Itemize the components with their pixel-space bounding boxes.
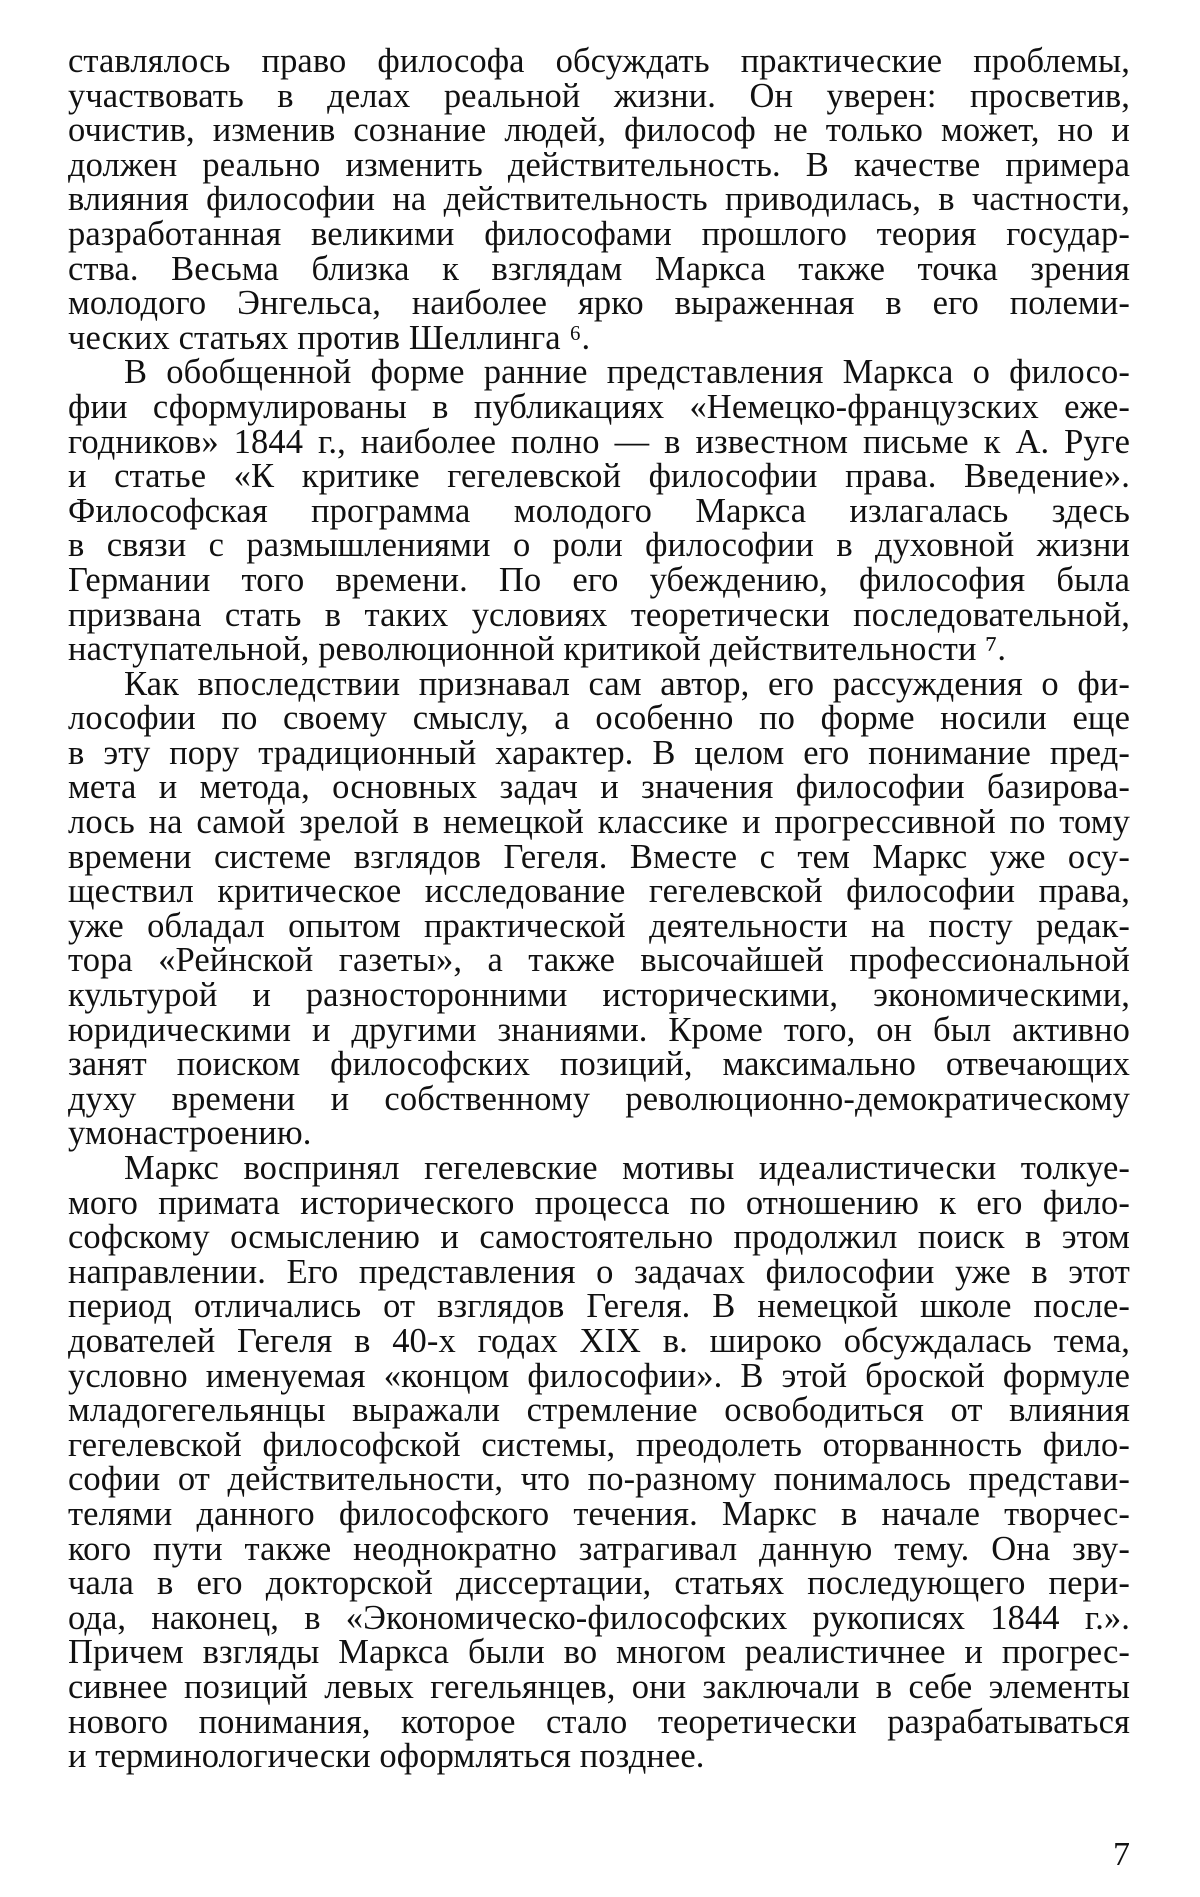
text-line: разработанная великими философами прошлого теория государ- xyxy=(68,214,1130,253)
text-line: лософии по своему смыслу, а особенно по форме носили еще xyxy=(68,699,1130,738)
text-line: фии сформулированы в публикациях «Немецко-французских еже- xyxy=(68,387,1130,426)
text-line: Как впоследствии признавал сам автор, его рассуждения о фи- xyxy=(124,664,1130,703)
text-line: участвовать в делах реальной жизни. Он уверен: просветив, xyxy=(68,76,1130,115)
text-line: Причем взгляды Маркса были во многом реалистичнее и прогрес- xyxy=(68,1633,1130,1672)
text-line: условно именуемая «концом философии». В этой броской формуле xyxy=(68,1356,1130,1395)
paragraph xyxy=(68,664,1130,1153)
text-line: телями данного философского течения. Маркс в начале творчес- xyxy=(68,1494,1130,1533)
text-line: умонастроению. xyxy=(68,1114,312,1153)
text-line: тора «Рейнской газеты», а также высочайшей профессиональной xyxy=(68,941,1130,980)
text-line: ства. Весьма близка к взглядам Маркса также точка зрения xyxy=(68,249,1130,288)
text-line: годников» 1844 г., наиболее полно — в известном письме к А. Руге xyxy=(68,422,1130,461)
text-line: в эту пору традиционный характер. В целом его понимание пред- xyxy=(68,733,1130,772)
text-line: в связи с размышлениями о роли философии в духовной жизни xyxy=(68,526,1130,565)
text-line: период отличались от взглядов Гегеля. В немецкой школе после- xyxy=(68,1287,1130,1326)
text-line: дователей Гегеля в 40-х годах XIX в. широко обсуждалась тема, xyxy=(68,1321,1130,1360)
text-line: ода, наконец, в «Экономическо-философских рукописях 1844 г.». xyxy=(68,1598,1130,1637)
text-line: занят поиском философских позиций, максимально отвечающих xyxy=(68,1045,1130,1084)
paragraph xyxy=(68,1151,1130,1774)
text-line: молодого Энгельса, наиболее ярко выраженная в его полеми- xyxy=(68,284,1130,323)
text-line: культурой и разносторонними историческими, экономическими, xyxy=(68,976,1130,1015)
text-line: нового понимания, которое стало теоретически разрабатываться xyxy=(68,1702,1130,1741)
text-line: чала в его докторской диссертации, статьях последующего пери- xyxy=(68,1564,1130,1603)
text-line: ставлялось право философа обсуждать практические проблемы, xyxy=(68,42,1130,80)
text-line: и статье «К критике гегелевской философии права. Введение». xyxy=(68,457,1130,496)
paragraph xyxy=(68,44,1130,355)
page-number: 7 xyxy=(1113,1836,1130,1873)
text-line: Философская программа молодого Маркса излагалась здесь xyxy=(68,491,1130,530)
text-line: юридическими и другими знаниями. Кроме того, он был активно xyxy=(68,1010,1130,1049)
text-line: духу времени и собственному революционно-демократическому xyxy=(68,1079,1130,1118)
text-line: младогегельянцы выражали стремление освободиться от влияния xyxy=(68,1391,1130,1430)
body-text xyxy=(68,44,1130,1774)
text-line: ществил критическое исследование гегелевской философии права, xyxy=(68,872,1130,911)
text-line: лось на самой зрелой в немецкой классике и прогрессивной по тому xyxy=(68,803,1130,842)
text-line: и терминологически оформляться позднее. xyxy=(68,1737,705,1776)
text-line: В обобщенной форме ранние представления Маркса о филосо- xyxy=(124,353,1130,392)
text-line: сивнее позиций левых гегельянцев, они заключали в себе элементы xyxy=(68,1667,1130,1706)
text-line: очистив, изменив сознание людей, философ не только может, но и xyxy=(68,111,1130,150)
text-line: софскому осмыслению и самостоятельно продолжил поиск в этом xyxy=(68,1218,1130,1257)
paragraph xyxy=(68,353,1130,669)
text-line: наступательной, революционной критикой действительности ⁷. xyxy=(68,630,1007,669)
text-line: влияния философии на действительность приводилась, в частности, xyxy=(68,180,1130,219)
text-line: уже обладал опытом практической деятельности на посту редак- xyxy=(68,906,1130,945)
text-line: Германии того времени. По его убеждению, философия была xyxy=(68,560,1130,599)
text-line: призвана стать в таких условиях теоретически последовательной, xyxy=(68,595,1130,634)
text-line: ческих статьях против Шеллинга ⁶. xyxy=(68,318,591,357)
text-line: мета и метода, основных задач и значения философии базирова- xyxy=(68,768,1130,807)
text-line: гегелевской философской системы, преодолеть оторванность фило- xyxy=(68,1425,1130,1464)
text-line: Маркс воспринял гегелевские мотивы идеалистически толкуе- xyxy=(124,1149,1130,1187)
text-line: мого примата исторического процесса по отношению к его фило- xyxy=(68,1183,1130,1222)
text-line: кого пути также неоднократно затрагивал данную тему. Она зву- xyxy=(68,1529,1130,1568)
text-line: софии от действительности, что по-разному понималось представи- xyxy=(68,1460,1130,1499)
text-line: времени системе взглядов Гегеля. Вместе с тем Маркс уже осу- xyxy=(68,837,1130,876)
text-line: должен реально изменить действительность. В качестве примера xyxy=(68,145,1130,184)
text-line: направлении. Его представления о задачах философии уже в этот xyxy=(68,1252,1130,1291)
